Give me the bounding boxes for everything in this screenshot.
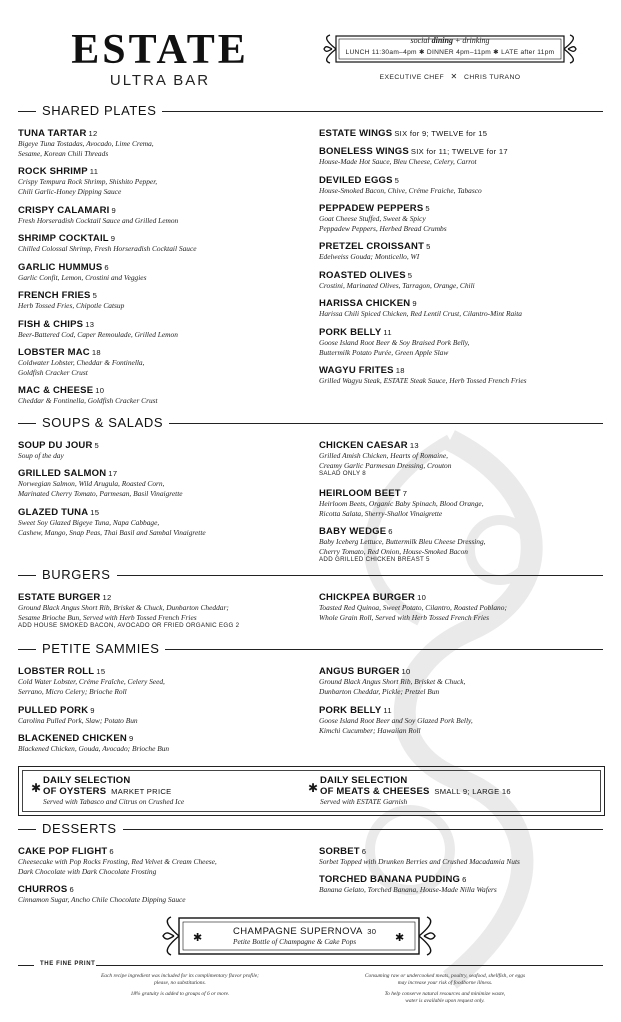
section-burgers: BURGERS [18, 568, 603, 582]
item-price: 15 [90, 508, 100, 517]
item-description: Cinnamon Sugar, Ancho Chile Chocolate Dipping Sauce [18, 895, 186, 904]
menu-item [18, 347, 308, 377]
item-name: LOBSTER MAC 18 [18, 347, 101, 358]
item-addon: ADD GRILLED CHICKEN BREAST 5 [319, 556, 430, 564]
item-price: 17 [108, 469, 118, 478]
item-price: 15 [96, 667, 106, 676]
item-description: House-Made Hot Sauce, Bleu Cheese, Celery, Carrot [319, 157, 477, 166]
item-name: SHRIMP COCKTAIL 9 [18, 233, 116, 244]
item-description: Sorbet Topped with Drunken Berries and Crushed Macadamia Nuts [319, 857, 520, 866]
item-price: 11 [383, 328, 392, 337]
item-description: Cheesecake with Pop Rocks Frosting, Red Velvet & Cream Cheese, [18, 857, 217, 866]
item-description: Herb Tossed Fries, Chipotle Catsup [18, 301, 125, 310]
item-description: Dunbarton Cheddar, Pickle; Pretzel Bun [319, 686, 440, 696]
item-name: PEPPADEW PEPPERS 5 [319, 203, 430, 214]
item-description: Chilled Colossal Shrimp, Fresh Horseradish Cocktail Sauce [18, 244, 197, 253]
item-price: 5 [92, 291, 98, 300]
item-name: SORBET 6 [319, 846, 367, 857]
menu-item [319, 874, 609, 895]
item-name: SOUP DU JOUR 5 [18, 440, 100, 451]
item-name: CHICKEN CAESAR 13 [319, 440, 419, 451]
star-icon: ✱ [308, 781, 319, 795]
item-price: 5 [407, 271, 413, 280]
item-description: Harissa Chili Spiced Chicken, Red Lentil Crust, Cilantro-Mint Raita [319, 309, 522, 318]
menu-item [319, 298, 609, 319]
item-name: ROCK SHRIMP 11 [18, 166, 99, 177]
menu-item [18, 290, 308, 311]
item-price: 5 [394, 176, 400, 185]
item-description: Cheddar & Fontinella, Goldfish Cracker Crust [18, 396, 158, 405]
menu-item [319, 327, 609, 357]
item-description: Toasted Red Quinoa, Sweet Potato, Cilantro, Roasted Poblano; [319, 603, 507, 612]
menu-item [319, 203, 609, 233]
item-name: PRETZEL CROISSANT 5 [319, 241, 431, 252]
item-name: PULLED PORK 9 [18, 705, 95, 716]
menu-item [18, 846, 308, 876]
item-price: 9 [128, 734, 134, 743]
item-price: 9 [90, 706, 95, 715]
item-description: Heirloom Beets, Organic Baby Spinach, Blood Orange, [319, 499, 484, 508]
menu-item [18, 385, 308, 406]
banner-hours: LUNCH 11:30am–4pm ✱ DINNER 4pm–11pm ✱ LATE after 11pm [345, 49, 555, 56]
item-price: 13 [409, 441, 419, 450]
item-price: 9 [111, 206, 117, 215]
brand-subtitle: ULTRA BAR [109, 72, 211, 89]
menu-item [319, 705, 609, 735]
item-name: CRISPY CALAMARI 9 [18, 205, 117, 216]
item-name: DEVILED EGGS 5 [319, 175, 400, 186]
item-description: Whole Grain Roll, Served with Herb Tossed French Fries [319, 612, 490, 622]
item-name: CHURROS 6 [18, 884, 74, 895]
section-shared-plates: SHARED PLATES [18, 104, 603, 118]
item-description: Dark Chocolate with Dark Chocolate Frosting [18, 866, 157, 876]
item-price: 6 [361, 847, 367, 856]
star-icon: ✱ [193, 931, 203, 944]
item-name: CAKE POP FLIGHT 6 [18, 846, 114, 857]
item-description: Garlic Confit, Lemon, Crostini and Veggies [18, 273, 147, 282]
item-description: Goose Island Root Beer & Soy Braised Pork Belly, [319, 338, 470, 347]
item-price: 13 [85, 320, 95, 329]
item-name: HARISSA CHICKEN 9 [319, 298, 417, 309]
daily-oysters: ✱ DAILY SELECTION OF OYSTERS MARKET PRICE Served with Tabasco and Citrus on Crushed Ice [31, 775, 185, 806]
item-price: 12 [88, 129, 98, 138]
item-price: 6 [69, 885, 74, 894]
item-description: Kimchi Cucumber; Hawaiian Roll [319, 725, 421, 735]
item-name: PORK BELLY 11 [319, 327, 392, 338]
item-name: WAGYU FRITES 18 [319, 365, 405, 376]
item-description: House-Smoked Bacon, Chive, Créme Fraiche, Tabasco [319, 186, 482, 195]
item-name: GLAZED TUNA 15 [18, 507, 100, 518]
item-description: Baby Iceberg Lettuce, Buttermilk Bleu Cheese Dressing, [319, 537, 486, 546]
item-description: Crostini, Marinated Olives, Tarragon, Orange, Chili [319, 281, 475, 290]
section-desserts: DESSERTS [18, 822, 603, 836]
item-price: 11 [89, 167, 99, 176]
item-price: 5 [94, 441, 100, 450]
item-price: 9 [110, 234, 116, 243]
menu-item [18, 440, 308, 461]
item-name: CHICKPEA BURGER 10 [319, 592, 427, 603]
banner-tagline: social dining + drinking [410, 36, 490, 45]
item-name: ANGUS BURGER 10 [319, 666, 411, 677]
item-addon: SALAD ONLY 8 [319, 470, 367, 478]
fine-print-header: THE FINE PRINT [18, 960, 603, 974]
brand-logo [40, 28, 280, 89]
menu-item [319, 365, 609, 386]
champagne-desc: Petite Bottle of Champagne & Cake Pops [233, 937, 357, 946]
item-name: TORCHED BANANA PUDDING 6 [319, 874, 467, 885]
menu-item [18, 507, 308, 537]
item-description: Blackened Chicken, Gouda, Avocado; Brioche Bun [18, 744, 170, 753]
star-icon: ✱ [395, 931, 405, 944]
item-description: Marinated Cherry Tomato, Parmesan, Basil Vinaigrette [18, 488, 183, 498]
item-description: Creamy Garlic Parmesan Dressing, Crouton [319, 460, 452, 470]
item-price: 5 [425, 204, 430, 213]
item-name: ESTATE BURGER 12 [18, 592, 112, 603]
item-price: SIX for 9; TWELVE for 15 [394, 129, 488, 138]
menu-item [18, 128, 308, 158]
champagne-banner [161, 914, 437, 958]
item-name: PORK BELLY 11 [319, 705, 392, 716]
item-description: Buttermilk Potato Purée, Green Apple Slaw [319, 347, 449, 357]
menu-item [319, 488, 609, 518]
item-addon: ADD HOUSE SMOKED BACON, AVOCADO OR FRIED ORGANIC EGG 2 [18, 622, 240, 630]
menu-item [18, 205, 308, 226]
item-price: 18 [91, 348, 101, 357]
item-description: Grilled Wagyu Steak, ESTATE Steak Sauce, Herb Tossed French Fries [319, 376, 527, 385]
item-description: Cherry Tomato, Red Onion, House-Smoked Bacon [319, 546, 468, 556]
item-price: 10 [95, 386, 105, 395]
item-name: TUNA TARTAR 12 [18, 128, 98, 139]
item-price: 10 [417, 593, 427, 602]
brand-name: ESTATE [71, 27, 249, 73]
item-price: 6 [109, 847, 114, 856]
item-description: Cashew, Mango, Snap Peas, Thai Basil and Sambal Vinaigrette [18, 527, 206, 537]
section-soups-salads: SOUPS & SALADS [18, 416, 603, 430]
menu-item [18, 262, 308, 283]
item-name: FRENCH FRIES 5 [18, 290, 98, 301]
item-name: BONELESS WINGS SIX for 11; TWELVE for 17 [319, 146, 508, 157]
item-description: Cold Water Lobster, Créme Fraîche, Celery Seed, [18, 677, 165, 686]
item-price: 11 [383, 706, 392, 715]
item-price: 9 [412, 299, 417, 308]
fine-print-left: Each recipe ingredient was included for its complimentary flavor profile; please, no substitutions. 18% gratuity is added to groups of 6 or more. [101, 973, 259, 997]
menu-item [18, 666, 308, 696]
menu-item [18, 705, 308, 726]
item-name: HEIRLOOM BEET 7 [319, 488, 408, 499]
item-name: ESTATE WINGS SIX for 9; TWELVE for 15 [319, 128, 488, 139]
item-price: 18 [395, 366, 405, 375]
item-description: Norwegian Salmon, Wild Arugula, Roasted Corn, [18, 479, 165, 488]
item-description: Banana Gelato, Torched Banana, House-Made Nilla Wafers [319, 885, 497, 894]
menu-item [319, 128, 609, 139]
item-name: BLACKENED CHICKEN 9 [18, 733, 134, 744]
item-name: FISH & CHIPS 13 [18, 319, 95, 330]
item-name: BABY WEDGE 6 [319, 526, 393, 537]
item-description: Sesame Brioche Bun, Served with Herb Tossed French Fries [18, 612, 197, 622]
item-name: ROASTED OLIVES 5 [319, 270, 413, 281]
item-price: 7 [402, 489, 408, 498]
menu-item [319, 146, 609, 167]
item-price: SIX for 11; TWELVE for 17 [410, 147, 508, 156]
item-description: Peppadew Peppers, Herbed Bread Crumbs [319, 223, 447, 233]
fine-print-right: Consuming raw or undercooked meats, poultry, seafood, shellfish, or eggs may increase your risk of foodborne illness. To help conserve natural resources and minimize waste, water is available upon request only. [364, 973, 526, 1004]
menu-item [319, 666, 609, 696]
item-description: Ground Black Angus Short Rib, Brisket & Chuck, [319, 677, 466, 686]
menu-item [319, 270, 609, 291]
item-name: GARLIC HUMMUS 6 [18, 262, 109, 273]
daily-selection-box [18, 766, 605, 816]
item-name: LOBSTER ROLL 15 [18, 666, 106, 677]
item-description: Coldwater Lobster, Cheddar & Fontinella, [18, 358, 145, 367]
item-description: Goat Cheese Stuffed, Sweet & Spicy [319, 214, 426, 223]
menu-item [319, 592, 609, 622]
menu-item [18, 468, 308, 498]
item-name: MAC & CHEESE 10 [18, 385, 105, 396]
item-price: 6 [462, 875, 467, 884]
item-description: Ground Black Angus Short Rib, Brisket & Chuck, Dunbarton Cheddar; [18, 603, 229, 612]
menu-item [319, 526, 609, 564]
menu-item [18, 733, 308, 754]
menu-item [18, 166, 308, 196]
item-description: Beer-Battered Cod, Caper Remoulade, Grilled Lemon [18, 330, 178, 339]
menu-item [319, 846, 609, 867]
item-description: Soup of the day [18, 451, 64, 460]
item-description: Edelweiss Gouda; Monticello, WI [319, 252, 420, 261]
champagne-name: CHAMPAGNE SUPERNOVA 30 [233, 926, 377, 937]
item-description: Crispy Tempura Rock Shrimp, Shishito Pepper, [18, 177, 158, 186]
item-price: 5 [426, 242, 431, 251]
item-price: 6 [104, 263, 109, 272]
menu-item [18, 884, 308, 905]
item-price: 10 [401, 667, 411, 676]
item-description: Grilled Amish Chicken, Hearts of Romaine, [319, 451, 448, 460]
item-description: Sesame, Korean Chili Threads [18, 148, 109, 158]
item-description: Serrano, Micro Celery; Brioche Roll [18, 686, 127, 696]
item-name: GRILLED SALMON 17 [18, 468, 118, 479]
item-description: Goose Island Root Beer and Soy Glazed Pork Belly, [319, 716, 473, 725]
item-description: Goldfish Cracker Crust [18, 367, 88, 377]
menu-item [18, 592, 308, 630]
item-description: Chili Garlic-Honey Dipping Sauce [18, 186, 122, 196]
item-description: Fresh Horseradish Cocktail Sauce and Grilled Lemon [18, 216, 179, 225]
menu-item [18, 233, 308, 254]
star-icon: ✱ [31, 781, 42, 795]
item-price: 12 [102, 593, 112, 602]
menu-item [18, 319, 308, 340]
section-petite-sammies: PETITE SAMMIES [18, 642, 603, 656]
menu-item [319, 440, 609, 478]
item-description: Carolina Pulled Pork, Slaw; Potato Bun [18, 716, 138, 725]
hours-banner [322, 33, 578, 65]
item-price: 6 [388, 527, 393, 536]
executive-chef: EXECUTIVE CHEF ✕ CHRIS TURANO [379, 72, 521, 81]
daily-meats-cheeses: ✱ DAILY SELECTION OF MEATS & CHEESES SMALL 9; LARGE 16 Served with ESTATE Garnish [308, 775, 511, 806]
item-description: Ricotta Salata, Sherry-Shallot Vinaigrette [319, 508, 443, 518]
item-description: Bigeye Tuna Tostadas, Avocado, Lime Crema, [18, 139, 154, 148]
menu-item [319, 241, 609, 262]
menu-item [319, 175, 609, 196]
crossed-utensils-icon: ✕ [450, 72, 458, 81]
item-description: Sweet Soy Glazed Bigeye Tuna, Napa Cabbage, [18, 518, 160, 527]
